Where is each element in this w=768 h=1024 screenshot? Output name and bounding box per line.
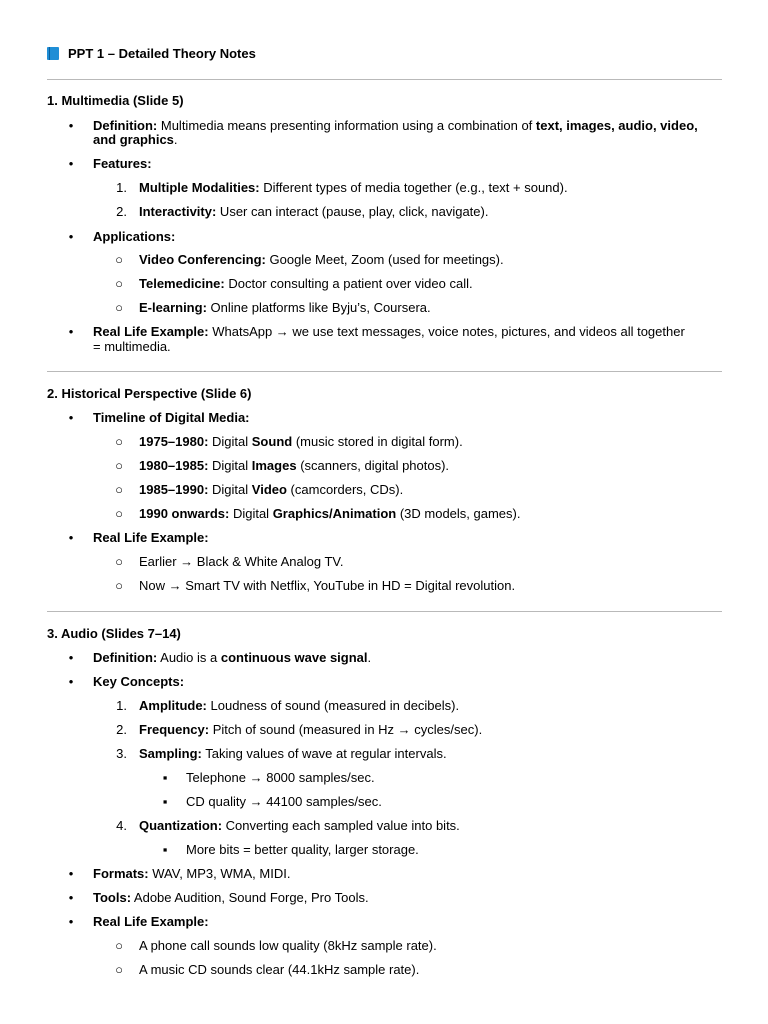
- bullet-disc: •: [68, 866, 74, 881]
- list-item-real-life-example: Real Life Example: WhatsApp → we use text messages, voice notes, pictures, and videos all together: [93, 324, 685, 339]
- bullet-circle: ○: [115, 554, 123, 569]
- list-item-example-earlier: Earlier → Black & White Analog TV.: [139, 554, 344, 569]
- bullet-disc: •: [68, 530, 74, 545]
- list-item-frequency: Frequency: Pitch of sound (measured in Hz → cycles/sec).: [139, 722, 483, 737]
- list-item-features: Features:: [93, 156, 152, 171]
- list-number: 2.: [116, 722, 127, 737]
- bullet-circle: ○: [115, 962, 123, 977]
- bullet-disc: •: [68, 914, 74, 929]
- list-item-definition: Definition: Multimedia means presenting information using a combination of text, images, audio, video,: [93, 118, 698, 133]
- list-number: 1.: [116, 698, 127, 713]
- section-divider: [47, 611, 722, 612]
- list-item-timeline-3: 1985–1990: Digital Video (camcorders, CDs).: [139, 482, 404, 497]
- section-heading-audio: 3. Audio (Slides 7–14): [47, 626, 181, 641]
- list-item-definition: Definition: Audio is a continuous wave signal.: [93, 650, 372, 665]
- bullet-square: ▪: [162, 842, 168, 857]
- list-item-elearning: E-learning: Online platforms like Byju’s, Coursera.: [139, 300, 431, 315]
- bullet-circle: ○: [115, 938, 123, 953]
- bullet-disc: •: [68, 890, 74, 905]
- bullet-circle: ○: [115, 578, 123, 593]
- bullet-disc: •: [68, 650, 74, 665]
- bullet-circle: ○: [115, 252, 123, 267]
- bullet-disc: •: [68, 156, 74, 171]
- list-item-video-conferencing: Video Conferencing: Google Meet, Zoom (used for meetings).: [139, 252, 504, 267]
- list-item-phone-call-example: A phone call sounds low quality (8kHz sample rate).: [139, 938, 437, 953]
- list-item-tools: Tools: Adobe Audition, Sound Forge, Pro Tools.: [93, 890, 369, 905]
- list-item-music-cd-example: A music CD sounds clear (44.1kHz sample rate).: [139, 962, 420, 977]
- list-item-example-now: Now → Smart TV with Netflix, YouTube in HD = Digital revolution.: [139, 578, 516, 593]
- list-number: 4.: [116, 818, 127, 833]
- section-heading-historical: 2. Historical Perspective (Slide 6): [47, 386, 252, 401]
- list-item-timeline-2: 1980–1985: Digital Images (scanners, digital photos).: [139, 458, 450, 473]
- bullet-disc: •: [68, 674, 74, 689]
- bullet-disc: •: [68, 118, 74, 133]
- list-item-amplitude: Amplitude: Loudness of sound (measured in decibels).: [139, 698, 460, 713]
- list-item-telemedicine: Telemedicine: Doctor consulting a patient over video call.: [139, 276, 473, 291]
- list-item-timeline-1: 1975–1980: Digital Sound (music stored in digital form).: [139, 434, 463, 449]
- list-item-quantization: Quantization: Converting each sampled value into bits.: [139, 818, 460, 833]
- bullet-square: ▪: [162, 770, 168, 785]
- document-title-text: PPT 1 – Detailed Theory Notes: [68, 45, 256, 61]
- section-divider: [47, 371, 722, 372]
- list-number: 1.: [116, 180, 127, 195]
- bullet-circle: ○: [115, 458, 123, 473]
- bullet-square: ▪: [162, 794, 168, 809]
- bullet-circle: ○: [115, 300, 123, 315]
- bullet-circle: ○: [115, 482, 123, 497]
- list-item-real-life-example-cont: = multimedia.: [93, 339, 171, 354]
- bullet-disc: •: [68, 229, 74, 244]
- section-heading-multimedia: 1. Multimedia (Slide 5): [47, 93, 184, 108]
- list-item-timeline-4: 1990 onwards: Digital Graphics/Animation (3D models, games).: [139, 506, 521, 521]
- list-item-modalities: Multiple Modalities: Different types of media together (e.g., text + sound).: [139, 180, 568, 195]
- list-number: 2.: [116, 204, 127, 219]
- list-item-real-life-example: Real Life Example:: [93, 530, 209, 545]
- bullet-circle: ○: [115, 506, 123, 521]
- list-item-timeline: Timeline of Digital Media:: [93, 410, 250, 425]
- document-title: [47, 44, 256, 62]
- list-item-telephone-rate: Telephone → 8000 samples/sec.: [186, 770, 375, 785]
- list-item-interactivity: Interactivity: User can interact (pause, play, click, navigate).: [139, 204, 489, 219]
- list-item-real-life-example: Real Life Example:: [93, 914, 209, 929]
- list-item-sampling: Sampling: Taking values of wave at regular intervals.: [139, 746, 447, 761]
- list-item-cd-rate: CD quality → 44100 samples/sec.: [186, 794, 382, 809]
- list-number: 3.: [116, 746, 127, 761]
- bullet-disc: •: [68, 410, 74, 425]
- list-item-key-concepts: Key Concepts:: [93, 674, 185, 689]
- bullet-circle: ○: [115, 276, 123, 291]
- section-divider: [47, 79, 722, 80]
- bullet-circle: ○: [115, 434, 123, 449]
- bullet-disc: •: [68, 324, 74, 339]
- list-item-applications: Applications:: [93, 229, 176, 244]
- list-item-more-bits: More bits = better quality, larger storage.: [186, 842, 419, 857]
- list-item-definition-cont: and graphics.: [93, 132, 178, 147]
- list-item-formats: Formats: WAV, MP3, WMA, MIDI.: [93, 866, 291, 881]
- book-icon: [47, 47, 59, 60]
